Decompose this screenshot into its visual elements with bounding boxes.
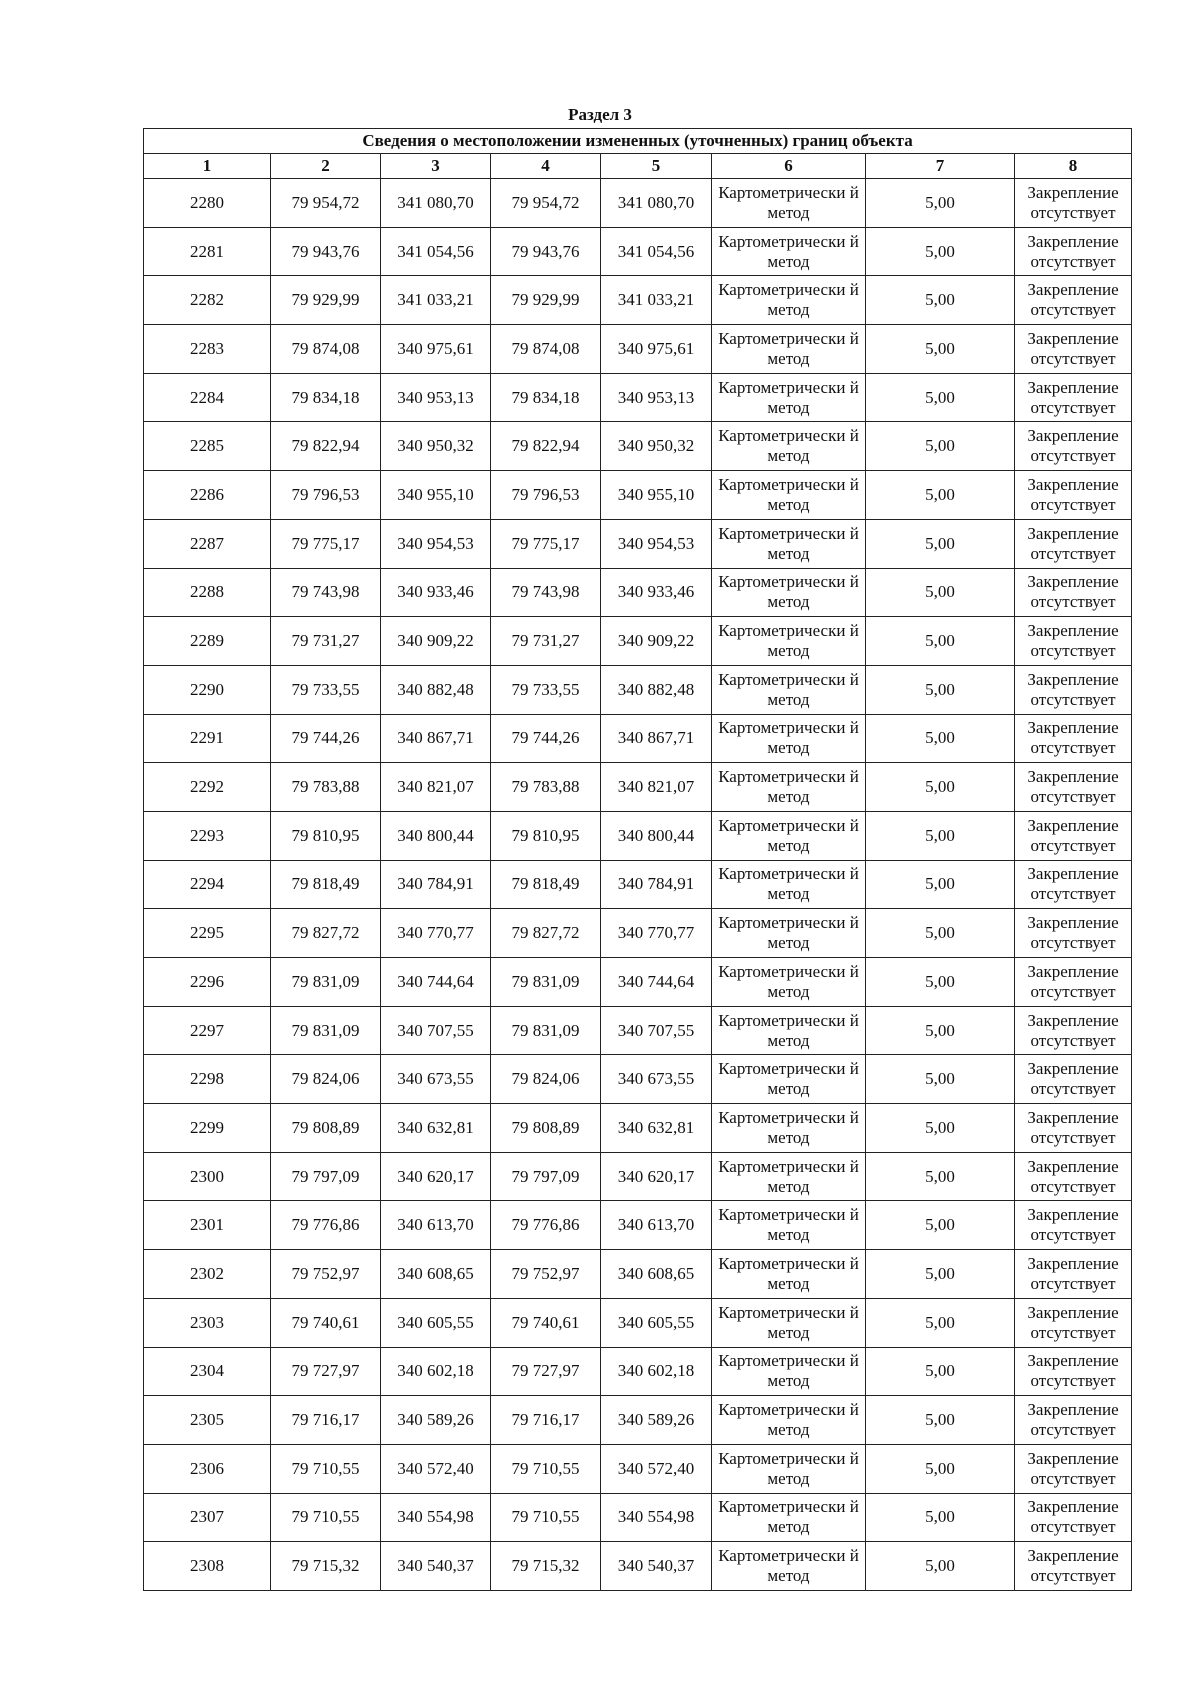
point-number-cell: 2290 — [144, 665, 271, 714]
point-number-cell: 2299 — [144, 1104, 271, 1153]
y-old-cell: 340 620,17 — [381, 1152, 491, 1201]
accuracy-cell: 5,00 — [866, 763, 1015, 812]
accuracy-cell: 5,00 — [866, 1542, 1015, 1591]
y-new-cell: 341 033,21 — [601, 276, 712, 325]
method-cell: Картометрически й метод — [712, 1201, 866, 1250]
y-new-cell: 340 744,64 — [601, 958, 712, 1007]
table-row — [144, 1542, 1132, 1591]
section-title: Раздел 3 — [568, 105, 632, 124]
method-cell: Картометрически й метод — [712, 471, 866, 520]
fixation-cell: Закрепление отсутствует — [1015, 763, 1132, 812]
y-old-cell: 340 953,13 — [381, 373, 491, 422]
table-row — [144, 763, 1132, 812]
method-cell: Картометрически й метод — [712, 909, 866, 958]
x-old-cell: 79 731,27 — [271, 617, 381, 666]
x-new-cell: 79 710,55 — [491, 1444, 601, 1493]
table-row — [144, 1201, 1132, 1250]
point-number-cell: 2292 — [144, 763, 271, 812]
table-row — [144, 568, 1132, 617]
point-number-cell: 2288 — [144, 568, 271, 617]
accuracy-cell: 5,00 — [866, 1444, 1015, 1493]
table-row — [144, 179, 1132, 228]
accuracy-cell: 5,00 — [866, 1201, 1015, 1250]
fixation-cell: Закрепление отсутствует — [1015, 1493, 1132, 1542]
table-body — [144, 179, 1132, 1591]
x-old-cell: 79 827,72 — [271, 909, 381, 958]
x-new-cell: 79 743,98 — [491, 568, 601, 617]
table-row — [144, 1152, 1132, 1201]
method-cell: Картометрически й метод — [712, 958, 866, 1007]
y-new-cell: 340 909,22 — [601, 617, 712, 666]
x-old-cell: 79 874,08 — [271, 325, 381, 374]
point-number-cell: 2301 — [144, 1201, 271, 1250]
accuracy-cell: 5,00 — [866, 179, 1015, 228]
table-row — [144, 1250, 1132, 1299]
table-row — [144, 1347, 1132, 1396]
x-new-cell: 79 797,09 — [491, 1152, 601, 1201]
table-row — [144, 373, 1132, 422]
point-number-cell: 2295 — [144, 909, 271, 958]
x-old-cell: 79 710,55 — [271, 1444, 381, 1493]
x-new-cell: 79 810,95 — [491, 811, 601, 860]
method-cell: Картометрически й метод — [712, 1006, 866, 1055]
table-row — [144, 860, 1132, 909]
column-header-row — [144, 154, 1132, 179]
fixation-cell: Закрепление отсутствует — [1015, 1444, 1132, 1493]
x-old-cell: 79 710,55 — [271, 1493, 381, 1542]
y-old-cell: 340 608,65 — [381, 1250, 491, 1299]
fixation-cell: Закрепление отсутствует — [1015, 1250, 1132, 1299]
table-row — [144, 471, 1132, 520]
method-cell: Картометрически й метод — [712, 1250, 866, 1299]
fixation-cell: Закрепление отсутствует — [1015, 1006, 1132, 1055]
fixation-cell: Закрепление отсутствует — [1015, 179, 1132, 228]
y-old-cell: 340 867,71 — [381, 714, 491, 763]
fixation-cell: Закрепление отсутствует — [1015, 1298, 1132, 1347]
y-old-cell: 340 613,70 — [381, 1201, 491, 1250]
method-cell: Картометрически й метод — [712, 1347, 866, 1396]
y-new-cell: 340 707,55 — [601, 1006, 712, 1055]
y-new-cell: 341 054,56 — [601, 227, 712, 276]
x-new-cell: 79 943,76 — [491, 227, 601, 276]
point-number-cell: 2280 — [144, 179, 271, 228]
accuracy-cell: 5,00 — [866, 958, 1015, 1007]
x-old-cell: 79 818,49 — [271, 860, 381, 909]
y-old-cell: 340 955,10 — [381, 471, 491, 520]
y-new-cell: 340 950,32 — [601, 422, 712, 471]
method-cell: Картометрически й метод — [712, 811, 866, 860]
y-old-cell: 340 602,18 — [381, 1347, 491, 1396]
point-number-cell: 2300 — [144, 1152, 271, 1201]
method-cell: Картометрически й метод — [712, 373, 866, 422]
fixation-cell: Закрепление отсутствует — [1015, 958, 1132, 1007]
accuracy-cell: 5,00 — [866, 422, 1015, 471]
y-old-cell: 340 800,44 — [381, 811, 491, 860]
point-number-cell: 2302 — [144, 1250, 271, 1299]
table-row — [144, 1298, 1132, 1347]
method-cell: Картометрически й метод — [712, 1444, 866, 1493]
y-new-cell: 340 882,48 — [601, 665, 712, 714]
method-cell: Картометрически й метод — [712, 617, 866, 666]
column-header: 8 — [1015, 154, 1132, 179]
x-new-cell: 79 715,32 — [491, 1542, 601, 1591]
x-new-cell: 79 740,61 — [491, 1298, 601, 1347]
accuracy-cell: 5,00 — [866, 373, 1015, 422]
accuracy-cell: 5,00 — [866, 1493, 1015, 1542]
x-old-cell: 79 929,99 — [271, 276, 381, 325]
point-number-cell: 2287 — [144, 519, 271, 568]
x-old-cell: 79 808,89 — [271, 1104, 381, 1153]
table-row — [144, 909, 1132, 958]
x-old-cell: 79 744,26 — [271, 714, 381, 763]
fixation-cell: Закрепление отсутствует — [1015, 227, 1132, 276]
method-cell: Картометрически й метод — [712, 1055, 866, 1104]
y-old-cell: 340 744,64 — [381, 958, 491, 1007]
x-new-cell: 79 834,18 — [491, 373, 601, 422]
accuracy-cell: 5,00 — [866, 1152, 1015, 1201]
y-old-cell: 340 572,40 — [381, 1444, 491, 1493]
accuracy-cell: 5,00 — [866, 568, 1015, 617]
point-number-cell: 2282 — [144, 276, 271, 325]
y-old-cell: 340 554,98 — [381, 1493, 491, 1542]
y-new-cell: 340 953,13 — [601, 373, 712, 422]
method-cell: Картометрически й метод — [712, 1542, 866, 1591]
table-row — [144, 1055, 1132, 1104]
x-old-cell: 79 743,98 — [271, 568, 381, 617]
table-row — [144, 811, 1132, 860]
table-row — [144, 276, 1132, 325]
y-new-cell: 340 602,18 — [601, 1347, 712, 1396]
point-number-cell: 2304 — [144, 1347, 271, 1396]
fixation-cell: Закрепление отсутствует — [1015, 1104, 1132, 1153]
fixation-cell: Закрепление отсутствует — [1015, 325, 1132, 374]
table-row — [144, 1396, 1132, 1445]
y-old-cell: 340 933,46 — [381, 568, 491, 617]
method-cell: Картометрически й метод — [712, 1396, 866, 1445]
point-number-cell: 2289 — [144, 617, 271, 666]
x-old-cell: 79 783,88 — [271, 763, 381, 812]
x-old-cell: 79 740,61 — [271, 1298, 381, 1347]
accuracy-cell: 5,00 — [866, 909, 1015, 958]
x-old-cell: 79 810,95 — [271, 811, 381, 860]
fixation-cell: Закрепление отсутствует — [1015, 1347, 1132, 1396]
x-new-cell: 79 716,17 — [491, 1396, 601, 1445]
point-number-cell: 2285 — [144, 422, 271, 471]
method-cell: Картометрически й метод — [712, 568, 866, 617]
x-new-cell: 79 752,97 — [491, 1250, 601, 1299]
point-number-cell: 2283 — [144, 325, 271, 374]
fixation-cell: Закрепление отсутствует — [1015, 714, 1132, 763]
y-old-cell: 340 605,55 — [381, 1298, 491, 1347]
table-caption: Сведения о местоположении измененных (уточненных) границ объекта — [144, 129, 1132, 154]
table-row — [144, 519, 1132, 568]
method-cell: Картометрически й метод — [712, 276, 866, 325]
x-old-cell: 79 822,94 — [271, 422, 381, 471]
accuracy-cell: 5,00 — [866, 1006, 1015, 1055]
y-old-cell: 340 673,55 — [381, 1055, 491, 1104]
x-new-cell: 79 824,06 — [491, 1055, 601, 1104]
y-old-cell: 340 632,81 — [381, 1104, 491, 1153]
y-old-cell: 340 784,91 — [381, 860, 491, 909]
column-header: 6 — [712, 154, 866, 179]
method-cell: Картометрически й метод — [712, 1298, 866, 1347]
x-new-cell: 79 822,94 — [491, 422, 601, 471]
x-new-cell: 79 775,17 — [491, 519, 601, 568]
point-number-cell: 2297 — [144, 1006, 271, 1055]
method-cell: Картометрически й метод — [712, 1104, 866, 1153]
table-row — [144, 617, 1132, 666]
accuracy-cell: 5,00 — [866, 665, 1015, 714]
x-new-cell: 79 776,86 — [491, 1201, 601, 1250]
y-old-cell: 340 882,48 — [381, 665, 491, 714]
y-old-cell: 341 033,21 — [381, 276, 491, 325]
x-old-cell: 79 831,09 — [271, 1006, 381, 1055]
y-old-cell: 340 954,53 — [381, 519, 491, 568]
x-new-cell: 79 954,72 — [491, 179, 601, 228]
x-old-cell: 79 831,09 — [271, 958, 381, 1007]
y-old-cell: 340 909,22 — [381, 617, 491, 666]
fixation-cell: Закрепление отсутствует — [1015, 422, 1132, 471]
y-new-cell: 341 080,70 — [601, 179, 712, 228]
fixation-cell: Закрепление отсутствует — [1015, 1055, 1132, 1104]
x-old-cell: 79 954,72 — [271, 179, 381, 228]
y-new-cell: 340 632,81 — [601, 1104, 712, 1153]
table-row — [144, 958, 1132, 1007]
point-number-cell: 2284 — [144, 373, 271, 422]
method-cell: Картометрически й метод — [712, 325, 866, 374]
accuracy-cell: 5,00 — [866, 860, 1015, 909]
y-new-cell: 340 821,07 — [601, 763, 712, 812]
y-new-cell: 340 608,65 — [601, 1250, 712, 1299]
y-new-cell: 340 770,77 — [601, 909, 712, 958]
fixation-cell: Закрепление отсутствует — [1015, 617, 1132, 666]
fixation-cell: Закрепление отсутствует — [1015, 1152, 1132, 1201]
point-number-cell: 2286 — [144, 471, 271, 520]
x-old-cell: 79 824,06 — [271, 1055, 381, 1104]
fixation-cell: Закрепление отсутствует — [1015, 276, 1132, 325]
accuracy-cell: 5,00 — [866, 617, 1015, 666]
accuracy-cell: 5,00 — [866, 471, 1015, 520]
point-number-cell: 2308 — [144, 1542, 271, 1591]
y-new-cell: 340 955,10 — [601, 471, 712, 520]
table-row — [144, 325, 1132, 374]
x-old-cell: 79 716,17 — [271, 1396, 381, 1445]
point-number-cell: 2307 — [144, 1493, 271, 1542]
x-old-cell: 79 775,17 — [271, 519, 381, 568]
y-new-cell: 340 954,53 — [601, 519, 712, 568]
x-old-cell: 79 834,18 — [271, 373, 381, 422]
table-row — [144, 714, 1132, 763]
column-header: 1 — [144, 154, 271, 179]
y-old-cell: 340 975,61 — [381, 325, 491, 374]
fixation-cell: Закрепление отсутствует — [1015, 1542, 1132, 1591]
method-cell: Картометрически й метод — [712, 227, 866, 276]
x-old-cell: 79 727,97 — [271, 1347, 381, 1396]
column-header: 2 — [271, 154, 381, 179]
y-new-cell: 340 589,26 — [601, 1396, 712, 1445]
fixation-cell: Закрепление отсутствует — [1015, 860, 1132, 909]
point-number-cell: 2306 — [144, 1444, 271, 1493]
accuracy-cell: 5,00 — [866, 325, 1015, 374]
x-new-cell: 79 744,26 — [491, 714, 601, 763]
accuracy-cell: 5,00 — [866, 1347, 1015, 1396]
fixation-cell: Закрепление отсутствует — [1015, 471, 1132, 520]
y-old-cell: 340 821,07 — [381, 763, 491, 812]
x-new-cell: 79 727,97 — [491, 1347, 601, 1396]
method-cell: Картометрически й метод — [712, 422, 866, 471]
x-old-cell: 79 715,32 — [271, 1542, 381, 1591]
fixation-cell: Закрепление отсутствует — [1015, 811, 1132, 860]
accuracy-cell: 5,00 — [866, 227, 1015, 276]
x-new-cell: 79 818,49 — [491, 860, 601, 909]
y-new-cell: 340 613,70 — [601, 1201, 712, 1250]
y-new-cell: 340 673,55 — [601, 1055, 712, 1104]
y-new-cell: 340 620,17 — [601, 1152, 712, 1201]
point-number-cell: 2293 — [144, 811, 271, 860]
y-new-cell: 340 572,40 — [601, 1444, 712, 1493]
point-number-cell: 2281 — [144, 227, 271, 276]
point-number-cell: 2296 — [144, 958, 271, 1007]
y-new-cell: 340 540,37 — [601, 1542, 712, 1591]
accuracy-cell: 5,00 — [866, 714, 1015, 763]
x-old-cell: 79 943,76 — [271, 227, 381, 276]
y-new-cell: 340 975,61 — [601, 325, 712, 374]
method-cell: Картометрически й метод — [712, 1493, 866, 1542]
x-old-cell: 79 796,53 — [271, 471, 381, 520]
x-new-cell: 79 733,55 — [491, 665, 601, 714]
method-cell: Картометрически й метод — [712, 179, 866, 228]
point-number-cell: 2303 — [144, 1298, 271, 1347]
fixation-cell: Закрепление отсутствует — [1015, 519, 1132, 568]
boundary-coordinates-table — [143, 128, 1132, 1591]
fixation-cell: Закрепление отсутствует — [1015, 1396, 1132, 1445]
point-number-cell: 2294 — [144, 860, 271, 909]
accuracy-cell: 5,00 — [866, 1104, 1015, 1153]
table-row — [144, 422, 1132, 471]
fixation-cell: Закрепление отсутствует — [1015, 665, 1132, 714]
y-new-cell: 340 784,91 — [601, 860, 712, 909]
table-row — [144, 227, 1132, 276]
y-old-cell: 341 054,56 — [381, 227, 491, 276]
x-new-cell: 79 874,08 — [491, 325, 601, 374]
x-new-cell: 79 710,55 — [491, 1493, 601, 1542]
accuracy-cell: 5,00 — [866, 1298, 1015, 1347]
fixation-cell: Закрепление отсутствует — [1015, 1201, 1132, 1250]
column-header: 5 — [601, 154, 712, 179]
y-old-cell: 340 540,37 — [381, 1542, 491, 1591]
x-new-cell: 79 929,99 — [491, 276, 601, 325]
accuracy-cell: 5,00 — [866, 519, 1015, 568]
fixation-cell: Закрепление отсутствует — [1015, 373, 1132, 422]
y-new-cell: 340 554,98 — [601, 1493, 712, 1542]
y-new-cell: 340 933,46 — [601, 568, 712, 617]
y-old-cell: 340 950,32 — [381, 422, 491, 471]
x-old-cell: 79 776,86 — [271, 1201, 381, 1250]
accuracy-cell: 5,00 — [866, 1055, 1015, 1104]
x-old-cell: 79 733,55 — [271, 665, 381, 714]
y-new-cell: 340 605,55 — [601, 1298, 712, 1347]
accuracy-cell: 5,00 — [866, 1396, 1015, 1445]
table-row — [144, 665, 1132, 714]
x-new-cell: 79 731,27 — [491, 617, 601, 666]
table-row — [144, 1493, 1132, 1542]
y-new-cell: 340 867,71 — [601, 714, 712, 763]
table-row — [144, 1444, 1132, 1493]
x-new-cell: 79 831,09 — [491, 958, 601, 1007]
x-new-cell: 79 831,09 — [491, 1006, 601, 1055]
x-new-cell: 79 827,72 — [491, 909, 601, 958]
point-number-cell: 2305 — [144, 1396, 271, 1445]
fixation-cell: Закрепление отсутствует — [1015, 909, 1132, 958]
method-cell: Картометрически й метод — [712, 519, 866, 568]
accuracy-cell: 5,00 — [866, 276, 1015, 325]
x-new-cell: 79 783,88 — [491, 763, 601, 812]
y-old-cell: 340 770,77 — [381, 909, 491, 958]
column-header: 4 — [491, 154, 601, 179]
x-old-cell: 79 797,09 — [271, 1152, 381, 1201]
column-header: 3 — [381, 154, 491, 179]
method-cell: Картометрически й метод — [712, 1152, 866, 1201]
method-cell: Картометрически й метод — [712, 763, 866, 812]
column-header: 7 — [866, 154, 1015, 179]
point-number-cell: 2298 — [144, 1055, 271, 1104]
x-old-cell: 79 752,97 — [271, 1250, 381, 1299]
accuracy-cell: 5,00 — [866, 1250, 1015, 1299]
fixation-cell: Закрепление отсутствует — [1015, 568, 1132, 617]
y-old-cell: 340 589,26 — [381, 1396, 491, 1445]
point-number-cell: 2291 — [144, 714, 271, 763]
y-old-cell: 340 707,55 — [381, 1006, 491, 1055]
table-row — [144, 1006, 1132, 1055]
x-new-cell: 79 808,89 — [491, 1104, 601, 1153]
method-cell: Картометрически й метод — [712, 860, 866, 909]
accuracy-cell: 5,00 — [866, 811, 1015, 860]
x-new-cell: 79 796,53 — [491, 471, 601, 520]
y-new-cell: 340 800,44 — [601, 811, 712, 860]
y-old-cell: 341 080,70 — [381, 179, 491, 228]
table-row — [144, 1104, 1132, 1153]
method-cell: Картометрически й метод — [712, 714, 866, 763]
method-cell: Картометрически й метод — [712, 665, 866, 714]
